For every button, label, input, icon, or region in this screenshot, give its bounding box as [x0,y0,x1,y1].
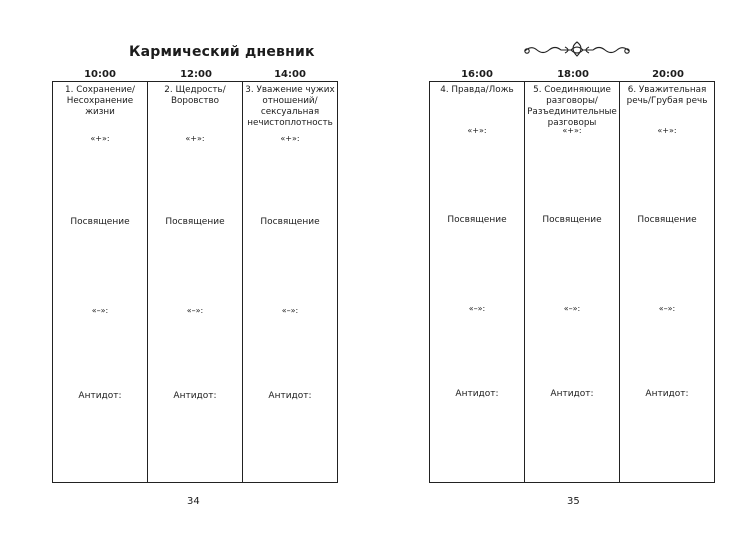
plus-label: «+»: [280,134,300,143]
page-title: Кармический дневник [129,44,315,60]
minus-label: «–»: [186,306,204,315]
antidote-label: Антидот: [268,391,312,401]
time-label-3: 14:00 [274,69,306,80]
diary-column-5[interactable] [525,82,620,482]
dedication-label: Посвящение [637,215,697,225]
diary-column-6[interactable] [620,82,714,482]
antidote-label: Антидот: [645,389,689,399]
plus-label: «+»: [185,134,205,143]
plus-label: «+»: [467,126,487,135]
plus-label: «+»: [90,134,110,143]
page-number: 34 [187,496,200,507]
diary-table-right [429,81,715,483]
minus-label: «–»: [91,306,109,315]
dedication-label: Посвящение [447,215,507,225]
left-page [0,0,376,540]
diary-column-2[interactable] [148,82,243,482]
minus-label: «–»: [563,304,581,313]
column-heading: 6. Уважительная речь/Грубая речь [626,85,708,106]
time-label-6: 20:00 [652,69,684,80]
time-label-5: 18:00 [557,69,589,80]
minus-label: «–»: [658,304,676,313]
antidote-label: Антидот: [455,389,499,399]
diary-column-1[interactable] [53,82,148,482]
antidote-label: Антидот: [550,389,594,399]
page-number: 35 [567,496,580,507]
column-heading: 4. Правда/Ложь [440,85,514,95]
dedication-label: Посвящение [542,215,602,225]
column-heading: 1. Сохранение/ Несохранение жизни [65,85,135,117]
dedication-label: Посвящение [260,217,320,227]
diary-table-left [52,81,338,483]
diary-column-3[interactable] [243,82,337,482]
diary-column-4[interactable] [430,82,525,482]
column-heading: 2. Щедрость/ Воровство [164,85,226,106]
plus-label: «+»: [562,126,582,135]
column-heading: 5. Соединяющие разговоры/ Разъединительные разговоры [527,85,617,128]
antidote-label: Антидот: [78,391,122,401]
column-heading: 3. Уважение чужих отношений/ сексуальная нечистоплотность [245,85,335,128]
minus-label: «–»: [468,304,486,313]
flourish-ornament-icon [521,40,633,60]
dedication-label: Посвящение [165,217,225,227]
dedication-label: Посвящение [70,217,130,227]
time-label-2: 12:00 [180,69,212,80]
minus-label: «–»: [281,306,299,315]
plus-label: «+»: [657,126,677,135]
time-label-1: 10:00 [84,69,116,80]
antidote-label: Антидот: [173,391,217,401]
right-page [376,0,753,540]
time-label-4: 16:00 [461,69,493,80]
